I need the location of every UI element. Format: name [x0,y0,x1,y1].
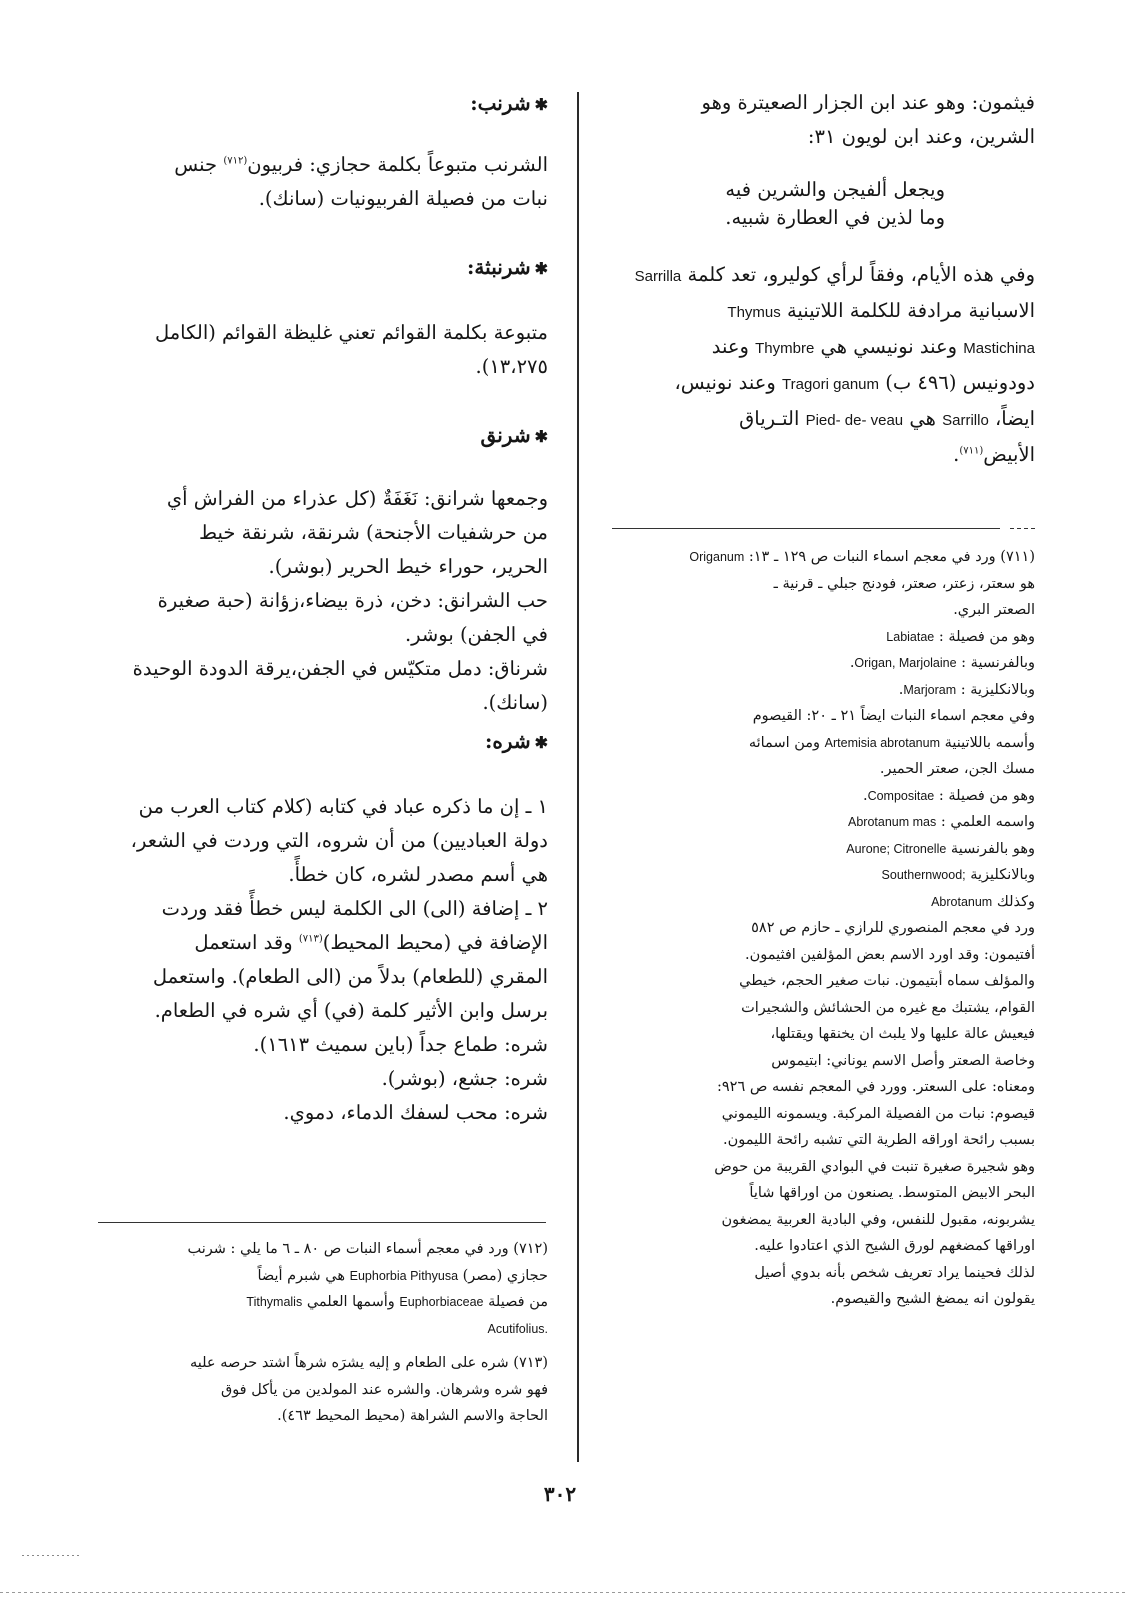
footnote-line: القوام، يشتبك مع غيره من الحشائش والشجيرات [741,999,1035,1016]
text-line: شره: جشع، (بوشر). [381,1067,548,1090]
latin-term: Pied- de- veau [805,412,904,429]
heading-text: شرنب: [470,91,531,115]
footnote-line: البحر الابيض المتوسط. يصنعون من اوراقها شاياً [749,1185,1035,1201]
latin-term: Compositae [867,788,935,803]
heading-text: شرنق [480,423,531,447]
footnote-line [106,1316,548,1343]
text-line [106,926,548,960]
text-run: ومن اسمائه [748,734,821,751]
footnote-separator [612,528,1000,529]
latin-term: Origanum [689,550,745,564]
footnote-line: مسك الجن، صعتر الحمير. [879,761,1035,777]
footnote-line: وهو شجيرة صغيرة تنبت في البوادي القريبة من حوض [714,1158,1035,1175]
text-run: وعند نونيس، [674,371,776,394]
footnote-line: وهو من فصيلة : Compositae. [862,787,1035,804]
entry-body [106,790,548,1130]
text-line: برسل وابن الأثير كلمة (في) أي شره في الطعام. [154,999,548,1022]
text-run: الأبيض [983,443,1035,466]
text-line: ٢ ـ إضافة (الى) الى الكلمة ليس خطأً فقد وردت [161,897,548,920]
footnote-line: لذلك فحينما يراد تعريف شخص بأنه بدوي أصيل [754,1264,1035,1281]
text-run: هي [909,407,936,430]
verse-line: وما لذين في العطارة شبيه. [725,206,945,229]
text-run: من فصيلة [488,1294,548,1310]
text-line: الحرير، حوراء خيط الحرير (بوشر). [268,555,548,578]
entry-body [106,148,548,216]
asterisk-icon: ✱ [534,427,548,446]
footnote-line: اوراقها كمضغهم لورق الشيح الذي اعتادوا عليه. [754,1238,1035,1254]
asterisk-icon: ✱ [534,95,548,114]
latin-term: Abrotanum mas [848,815,937,829]
footnote-line: وبالانكليزية : Marjoram. [898,681,1035,698]
text-line: المقري (للطعام) بدلاً من (الى الطعام). واستعمل [152,965,548,988]
sarrilla-paragraph [605,258,1035,472]
text-line [605,330,1035,366]
footnote-separator [1010,528,1038,529]
footnote-line: (٧١٣) شره على الطعام و إليه يشرَه شرهاً اشتد حرصه عليه [189,1355,548,1371]
footnote-line: والمؤلف سماه أبتيمون. نبات صغير الحجم، خيطي [739,973,1035,989]
footnote-line: هو سعتر، زعتر، صعتر، فودنج جبلي ـ قرنية ـ [773,575,1035,592]
footnote-line: فهو شره وشرهان. والشره عند المولدين من يأكل فوق [220,1381,548,1398]
text-line: هي أسم مصدر لشره، كان خطأً. [288,863,548,886]
latin-term: Southernwood; [881,868,966,882]
heading-text: شره: [484,729,531,753]
footnote-line [605,862,1035,889]
text-run: وهو من فصيلة : [938,787,1035,804]
latin-term: Marjoram [903,682,957,697]
text-run: ايضاً، [995,407,1035,430]
footnote-ref[interactable]: (٧١١) [959,445,984,457]
entry-body [106,316,548,384]
text-run: هي شبرم أيضاً [257,1267,346,1284]
text-run: وقد استعمل [194,931,293,954]
latin-term: Artemisia abrotanum [824,735,940,750]
column-divider [577,92,579,1462]
latin-term: Euphorbia Pithyusa [349,1268,459,1283]
footnote-line: الصعتر البري. [953,602,1035,618]
left-column [106,86,548,1424]
footnote-line: يقولون انه يمضغ الشيح والقيصوم. [830,1291,1035,1307]
text-run: وعند نونيسي هي [820,335,958,358]
latin-term: Origan, Marjolaine [854,656,957,670]
text-line: شرناق: دمل متكيّس في الجفن،يرقة الدودة الوحيدة [132,657,548,680]
text-run: واسمه العلمي : [940,814,1035,830]
text-line: دولة العباديين) من أن شروه، التي وردت في الشعر، [130,829,548,852]
text-line: الأبيض$^{(٧١١)}$. [953,443,1035,466]
footnote-line: وخاصة الصعتر وأصل الاسم يوناني: ابتيموس [771,1052,1035,1069]
text-line: الشرين، وعند ابن لويون ٣١: [807,125,1035,148]
text-line [605,402,1035,438]
text-run: التـرياق [739,407,800,430]
text-line: فيثمون: وهو عند ابن الجزار الصعيترة وهو [701,91,1035,114]
footnote-line: أفتيمون: وقد اورد الاسم بعض المؤلفين افثيمون. [744,946,1035,963]
footnote-ref[interactable]: (٧١٣) [298,933,323,945]
heading-text: شرنبثة: [467,255,531,279]
footnote-712 [106,1236,548,1342]
text-run: الاسبانية مرادفة للكلمة اللاتينية [786,299,1035,322]
text-line: ١ ـ إن ما ذكره عباد في كتابه (كلام كتاب العرب من [138,795,548,818]
footnote-line: فيعيش عالة عليها ولا يلبث ان يخنقها ويقتلها، [770,1026,1035,1042]
asterisk-icon: ✱ [534,733,548,752]
text-run: جنس [174,153,218,176]
footnote-line: (٧١٢) ورد في معجم أسماء النبات ص ٨٠ ـ ٦ ما يلي : شرنب [187,1241,548,1257]
page-number: ٣٠٢ [543,1482,577,1506]
footnote-711 [605,544,1035,1313]
text-line: وجمعها شرانق: نَغَفَةٌ (كل عذراء من الفراش أي [166,487,548,510]
text-run: وكذلك [996,893,1035,910]
text-line: شره: طماع جداً (باين سميث ١٦١٣). [253,1033,548,1056]
text-line: حب الشرانق: دخن، ذرة بيضاء،زؤانة (حبة صغيرة [157,589,548,612]
footnote-line [605,836,1035,863]
right-column [605,86,1035,1307]
text-line: شره: محب لسفك الدماء، دموي. [283,1101,548,1124]
text-run: وبالانكليزية [970,867,1035,883]
footnote-separator [98,1222,546,1223]
footnote-line [106,1289,548,1316]
text-run: دودونيس (٤٩٦ ب) [885,371,1035,394]
asterisk-icon: ✱ [534,259,548,278]
text-run: حجازي (مصر) [462,1267,548,1284]
footnote-line [605,809,1035,836]
latin-term: Aurone; Citronelle [846,841,947,856]
text-run: وبالفرنسية : [961,655,1035,671]
footnote-line [605,544,1035,571]
text-run: وفي هذه الأيام، وفقاً لرأي كوليرو، تعد كلمة [687,263,1035,286]
footnote-line [605,624,1035,651]
text-line [605,366,1035,402]
text-run: وهو من فصيلة : [938,628,1035,645]
footnote-line: وبالفرنسية : Origan, Marjolaine. [849,655,1035,671]
text-run: وعند [711,335,749,358]
text-run: وهو بالفرنسية [950,840,1035,857]
intro-paragraph [605,86,1035,154]
text-run: وبالانكليزية : [960,681,1035,698]
latin-term: Thymus [727,304,781,321]
latin-term: Tragori ganum [782,376,880,393]
latin-term: Acutifolius. [487,1321,548,1336]
text-run: الشرنب متبوعاً بكلمة حجازي: فربيون [247,153,548,176]
scan-artifact [22,1555,82,1556]
text-line: (سانك). [482,691,548,714]
footnote-line: قيصوم: نبات من الفصيلة المركبة. ويسمونه الليموني [721,1105,1035,1122]
footnote-line: بسبب رائحة اوراقه الطرية التي تشبه رائحة الليمون. [723,1132,1035,1148]
latin-term: Sarrillo [942,412,989,429]
scan-edge [0,1592,1125,1593]
latin-term: Tithymalis [246,1295,303,1309]
footnote-line [605,889,1035,916]
footnote-line [106,1263,548,1290]
entry-heading [106,86,548,122]
footnote-line [605,730,1035,757]
latin-term: Abrotanum [931,894,993,909]
footnote-line: يشربونه، مقبول للنفس، وفي البادية العربية يمضغون [721,1211,1035,1228]
text-line [605,294,1035,330]
latin-term: Sarrilla [634,268,682,285]
text-run: وأسمه باللاتينية [944,734,1035,751]
text-line: ١٣،٢٧٥). [475,355,548,378]
latin-term: Mastichina [963,340,1035,357]
poem-verse [605,176,1035,232]
footnote-line: وفي معجم اسماء النبات ايضاً ٢١ ـ ٢٠: القيصوم [752,708,1035,724]
entry-heading [106,724,548,760]
text-line [106,148,548,182]
entry-body [106,482,548,720]
footnote-line: الحاجة والاسم الشراهة (محيط المحيط ٤٦٣). [277,1408,548,1424]
text-line [605,258,1035,294]
text-run: (٧١١) ورد في معجم اسماء النبات ص ١٢٩ ـ ١٣: [748,549,1035,565]
text-line: نبات من فصيلة الفربيونيات (سانك). [258,187,548,210]
latin-term: Thymbre [755,340,815,357]
text-run: وأسمها العلمي [306,1294,395,1310]
text-line: متبوعة بكلمة القوائم تعني غليظة القوائم (الكامل [154,321,548,344]
entry-heading [106,418,548,454]
latin-term: Euphorbiaceae [399,1295,484,1309]
footnote-line: ومعناه: على السعتر. وورد في المعجم نفسه ص ٩٢٦: [716,1079,1035,1095]
latin-term: Labiatae [886,629,935,644]
footnote-713 [106,1350,548,1430]
verse-line: ويجعل ألفيجن والشرين فيه [725,178,945,201]
entry-heading [106,250,548,286]
text-run: الإضافة في (محيط المحيط) [322,931,548,954]
footnote-line: ورد في معجم المنصوري للرازي ـ حازم ص ٥٨٢ [751,920,1035,936]
footnote-ref[interactable]: (٧١٢) [223,155,248,167]
text-line: في الجفن) بوشر. [404,623,548,646]
text-line: من حرشفيات الأجنحة) شرنقة، شرنقة خيط [198,521,548,544]
